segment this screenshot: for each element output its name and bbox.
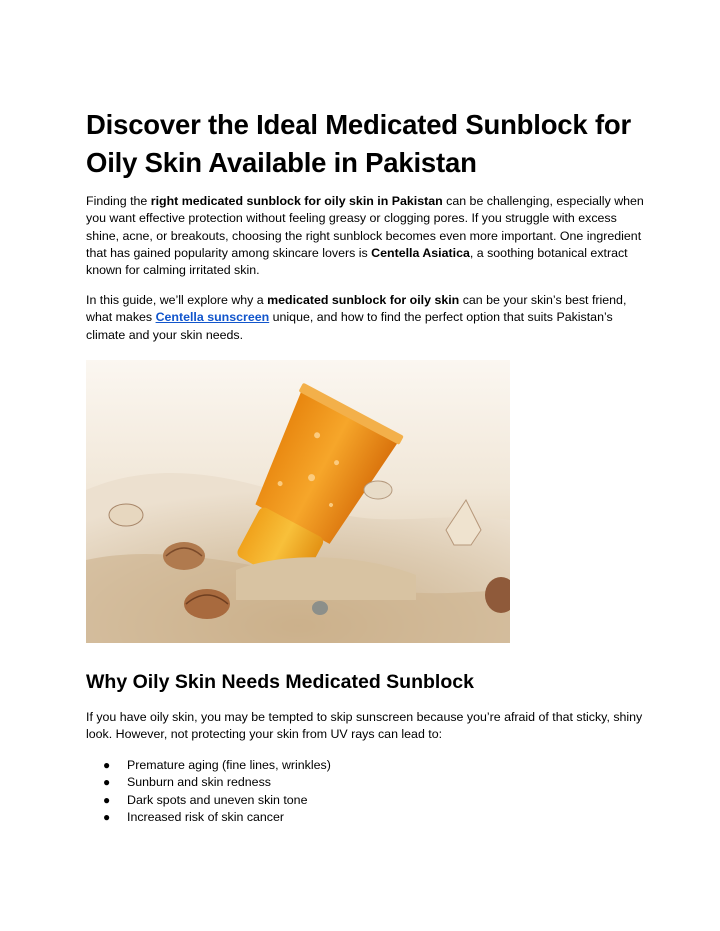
bullet-icon: ● <box>103 775 111 790</box>
list-item: ● Dark spots and uneven skin tone <box>86 792 646 809</box>
shell-1 <box>109 504 143 526</box>
shell-3 <box>184 589 230 619</box>
guide-text-1: In this guide, we’ll explore why a <box>86 293 268 307</box>
bullet-icon: ● <box>103 758 111 772</box>
intro-bold-1: right medicated sunblock for oily skin in Pakistan <box>150 194 443 208</box>
section-paragraph: If you have oily skin, you may be tempted to skip sunscreen because you’re afraid of that sticky, shiny look. However, not protecting your skin from UV rays can lead to: <box>86 710 643 742</box>
list-item: ● Premature aging (fine lines, wrinkles) <box>86 757 646 774</box>
guide-paragraph <box>86 292 646 344</box>
shell-4 <box>364 481 392 499</box>
guide-text-2: can be your skin’s best friend, what makes <box>86 293 627 325</box>
bullet-icon: ● <box>103 809 111 824</box>
intro-paragraph <box>86 193 646 279</box>
list-item: ● Increased risk of skin cancer <box>86 809 646 826</box>
pebble <box>312 601 328 615</box>
risk-list <box>86 757 646 826</box>
list-item: ● Sunburn and skin redness <box>86 774 646 791</box>
guide-bold-1: medicated sunblock for oily skin <box>267 293 460 307</box>
bullet-icon: ● <box>103 792 111 807</box>
intro-bold-2: Centella Asiatica <box>371 245 470 260</box>
guide-text-3: unique, and how to find the perfect option that suits Pakistan’s climate and your skin needs. <box>86 310 613 342</box>
intro-text-3: , a soothing botanical extract known for calming irritated skin. <box>86 245 628 278</box>
sunscreen-on-sand-image <box>86 360 510 643</box>
intro-text-2: can be challenging, especially when you want effective protection without feeling greasy or clogging pores. If you struggle with excess shine, acne, or breakouts, choosing the right sunblock becomes even more important. One ingredient that has gained popularity among skincare lovers is <box>86 194 644 260</box>
centella-sunscreen-link[interactable]: Centella sunscreen <box>155 310 270 325</box>
shell-2 <box>163 542 205 570</box>
section-heading: Why Oily Skin Needs Medicated Sunblock <box>86 671 474 693</box>
intro-text-1: Finding the <box>86 194 151 208</box>
page-title: Discover the Ideal Medicated Sunblock for Oily Skin Available in Pakistan <box>86 109 631 178</box>
